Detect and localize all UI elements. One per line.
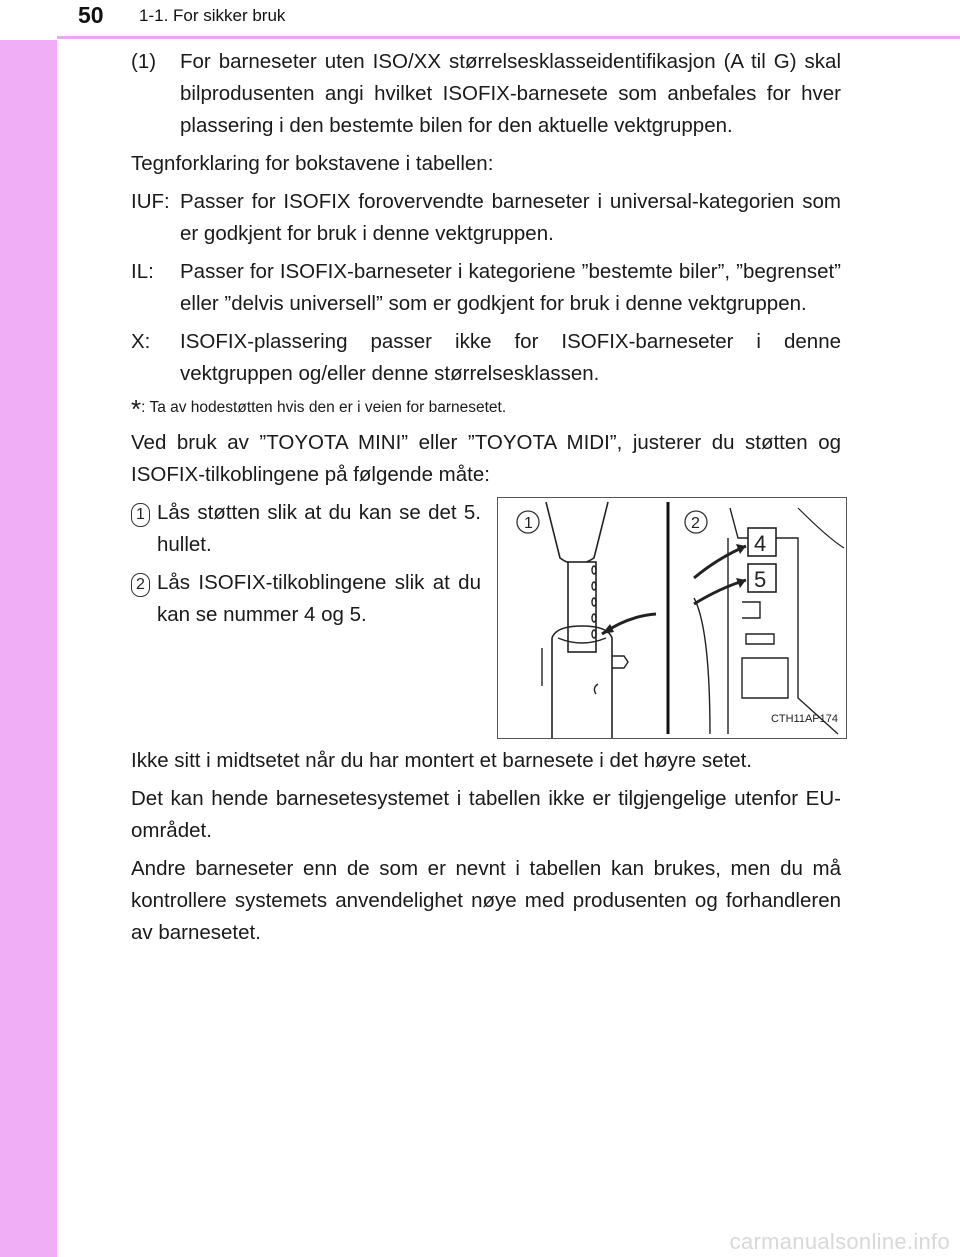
legend-intro: Tegnforklaring for bokstavene i tabellen:	[131, 152, 494, 175]
step-1-text: Lås støtten slik at du kan se det 5. hullet.	[157, 501, 481, 556]
legend-il-label: IL:	[131, 260, 154, 283]
paragraph-other-seats: Andre barneseter enn de som er nevnt i tabellen kan brukes, men du må kontrollere systemets anvendelighet nøye med produsenten og forhandleren av barnesetet.	[131, 857, 841, 944]
step-2-text: Lås ISOFIX-tilkoblingene slik at du kan se nummer 4 og 5.	[157, 571, 481, 626]
illustration-drawing	[498, 498, 846, 738]
watermark: carmanualsonline.info	[729, 1229, 950, 1254]
item-1	[131, 46, 841, 142]
step-2	[131, 567, 481, 631]
legend-iuf	[131, 186, 841, 250]
header-rule	[57, 36, 960, 39]
isofix-illustration	[497, 497, 847, 739]
legend-il	[131, 256, 841, 320]
item-1-label: (1)	[131, 50, 157, 73]
figure-code: CTH11AP174	[770, 713, 838, 725]
legend-x	[131, 326, 841, 390]
figure-digit-4: 4	[754, 531, 767, 556]
item-1-text: For barneseter uten ISO/XX størrelsesklasseidentifikasjon (A til G) skal bilprodusenten angi hvilket ISOFIX-barnesete som anbefales for hver plassering i den bestemte bilen for den aktuelle vektgruppen.	[180, 50, 841, 137]
legend-iuf-text: Passer for ISOFIX forovervendte barneseter i universal-kategorien som er godkjent for bruk i denne vektgruppen.	[180, 190, 841, 245]
paragraph-eu-availability: Det kan hende barnesetesystemet i tabellen ikke er tilgjengelige utenfor EU-området.	[131, 787, 841, 842]
paragraph-middle-seat: Ikke sitt i midtsetet når du har montert et barnesete i det høyre setet.	[131, 749, 752, 772]
legend-iuf-label: IUF:	[131, 190, 170, 213]
legend-x-text: ISOFIX-plassering passer ikke for ISOFIX-barneseter i denne vektgruppen og/eller denne størrelsesklassen.	[180, 330, 841, 385]
step-1	[131, 497, 481, 561]
footnote-text: : Ta av hodestøtten hvis den er i veien for barnesetet.	[141, 399, 507, 416]
section-title: 1-1. For sikker bruk	[139, 6, 286, 25]
step-1-number: 1	[131, 503, 150, 527]
steps-list	[131, 497, 481, 637]
page-header	[0, 0, 960, 40]
figure-callout-1: 1	[524, 515, 533, 532]
footnote	[131, 394, 841, 424]
footnote-star: *	[131, 394, 142, 424]
legend-x-label: X:	[131, 330, 151, 353]
step-2-number: 2	[131, 573, 150, 597]
steps-with-figure	[131, 497, 841, 745]
figure-digit-5: 5	[754, 567, 767, 592]
figure-callout-2: 2	[691, 515, 700, 532]
legend-il-text: Passer for ISOFIX-barneseter i kategoriene ”bestemte biler”, ”begrenset” eller ”delvis universell” som er godkjent for bruk i denne vektgruppen.	[180, 260, 841, 315]
page-number: 50	[78, 2, 104, 28]
toyota-instruction: Ved bruk av ”TOYOTA MINI” eller ”TOYOTA MIDI”, justerer du støtten og ISOFIX-tilkoblingene på følgende måte:	[131, 431, 841, 486]
chapter-sidebar	[0, 0, 57, 1257]
page-body	[131, 46, 841, 955]
